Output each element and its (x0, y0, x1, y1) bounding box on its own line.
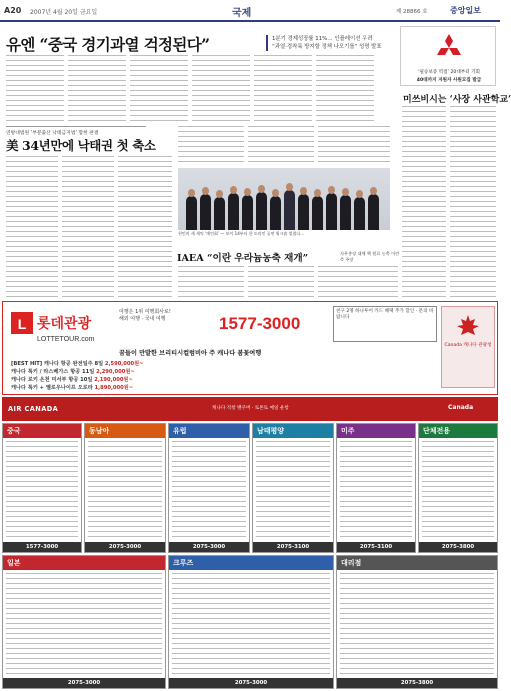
tour-tile-body (256, 441, 330, 539)
lotte-brand-text: 롯데관광 (37, 316, 92, 332)
body-column (318, 126, 390, 164)
air-canada-tagline: 캐나다 직항 밴쿠버 · 토론토 매일 운항 (212, 406, 289, 411)
tour-tile[interactable] (418, 423, 498, 553)
air-canada-right-text: Canada (448, 404, 474, 411)
lotte-tagline-line: 해외 여행 · 국내 여행 (119, 316, 166, 322)
tour-tile[interactable] (84, 423, 166, 553)
body-column (450, 106, 496, 298)
promo-price: 2,290,000원~ (96, 369, 135, 375)
person (312, 196, 323, 230)
promo-title: 꿈들이 만발한 브리티시컬럼비아 주 캐나다 봄꽃여행 (119, 350, 262, 357)
tour-tile-body (6, 573, 162, 675)
body-column (178, 266, 244, 298)
deck-line: “과열·경착륙 방지할 정책 나오기를” 성명 발표 (272, 44, 382, 50)
page-number: A20 (4, 6, 22, 15)
body-column (118, 156, 172, 298)
tour-tile-body (172, 573, 330, 675)
photo-caption: 천민의 새 새억 ‘예언회’ — 보이 14부터 한 도라인 공연 워크숍 열렸다… (178, 231, 305, 236)
tour-tile-title: 중국 (3, 424, 81, 438)
tour-tile-title: 일본 (3, 556, 165, 570)
tour-tile-phone[interactable]: 2075-3800 (337, 678, 497, 688)
headline-china-overheat: 유엔 “중국 경기과열 걱정된다” (6, 35, 210, 54)
deck-line: 1분기 경제성장률 11%… 인플레이션 우려 (272, 36, 373, 42)
body-column (318, 266, 398, 298)
person (368, 194, 379, 230)
canada-tag-text: Canada 캐나다 관광청 (444, 343, 492, 348)
promo-row[interactable] (11, 368, 333, 375)
promo-price: 2,590,000원~ (104, 361, 144, 367)
tour-tile-phone[interactable]: 2075-3000 (85, 542, 165, 552)
lotte-tour-logo-icon (9, 308, 113, 348)
tour-tile[interactable] (2, 555, 166, 689)
person (354, 197, 365, 230)
tour-tile-phone[interactable]: 2075-3000 (3, 678, 165, 688)
body-column (402, 106, 446, 298)
person (298, 194, 309, 230)
body-column (192, 55, 250, 121)
tour-tile[interactable] (168, 423, 250, 553)
kicker-abortion: 연방대법원 ‘부분출산 낙태금지법’ 합헌 판결 (6, 126, 146, 136)
tour-tile-phone[interactable]: 2075-3800 (419, 542, 497, 552)
headline-abortion: 美 34년만에 낙태권 첫 축소 (6, 138, 156, 153)
issue-date: 2007년 4월 20일 금요일 (30, 9, 98, 16)
promo-price: 1,890,000원~ (94, 385, 134, 391)
tour-tile-phone[interactable]: 2075-3000 (169, 542, 249, 552)
person (242, 195, 253, 230)
tour-tile[interactable] (252, 423, 334, 553)
tour-tile-phone[interactable]: 2075-3000 (169, 678, 333, 688)
promo-label: 캐나다 로키 온천 미서부 항공 10일 (11, 377, 93, 383)
promo-label: 캐나다 록키 / 라스베가스 항공 11일 (11, 369, 95, 375)
tour-tile-phone[interactable]: 2075-3100 (253, 542, 333, 552)
body-column (316, 55, 374, 121)
tour-tile[interactable] (336, 423, 416, 553)
maple-leaf-icon (455, 313, 481, 339)
body-column (178, 126, 244, 164)
tour-tile[interactable] (336, 555, 498, 689)
air-canada-logo: AIR CANADA (8, 405, 59, 413)
body-column (248, 266, 314, 298)
section-title: 국제 (232, 8, 252, 19)
body-column (254, 55, 312, 121)
svg-text:L: L (17, 316, 27, 332)
tour-ad-grid (2, 423, 498, 689)
tour-tile-title: 크루즈 (169, 556, 333, 570)
body-column (130, 55, 188, 121)
body-column (6, 55, 64, 121)
canada-tourism-tag (441, 306, 495, 388)
lotte-mini-box: 친구 2명 하나투어 카드 혜택 추가 할인 · 문의 바랍니다 (333, 306, 437, 342)
tour-tile-body (422, 441, 494, 539)
tour-tile[interactable] (2, 423, 82, 553)
headline-iaea: IAEA “이란 우라늄농축 재개” (177, 253, 309, 264)
tour-tile-title: 미주 (337, 424, 415, 438)
person (200, 194, 211, 230)
person (340, 195, 351, 230)
body-column (6, 156, 58, 298)
ad-mitsubishi-line: ‘필승보증 역점’ 20대부터 기회 (418, 70, 480, 75)
lotte-tagline-line: 여행은 1위 여행회사로! (119, 309, 171, 315)
paper-name: 중앙일보 (450, 6, 481, 15)
subhead-iaea: 사무총장 대체 핵 원료 농축 이란 측 주장 (340, 251, 400, 262)
promo-row[interactable] (11, 384, 333, 391)
ad-lotte-tour[interactable] (2, 301, 498, 395)
lotte-tagline (119, 309, 171, 323)
tour-tile-phone[interactable]: 1577-3000 (3, 542, 81, 552)
lotte-site-text: LOTTETOUR.com (37, 336, 95, 343)
body-column (62, 156, 114, 298)
tour-tile-phone[interactable]: 2075-3100 (337, 542, 415, 552)
body-column (248, 126, 314, 164)
person (228, 193, 239, 230)
tour-tile-title: 유럽 (169, 424, 249, 438)
tour-tile-body (6, 441, 78, 539)
tour-tile-title: 대리점 (337, 556, 497, 570)
tour-tile-title: 동남아 (85, 424, 165, 438)
masthead (0, 0, 500, 22)
promo-label: 캐나다 록키 + 옐로우나이프 오로라 (11, 385, 93, 391)
headline-mitsubishi: 미쓰비시는 ‘사장 사관학교’ (403, 95, 511, 105)
person (256, 192, 267, 230)
ad-air-canada[interactable] (2, 397, 498, 421)
promo-row[interactable] (11, 360, 333, 367)
tour-tile-body (172, 441, 246, 539)
person (284, 190, 295, 230)
person (214, 197, 225, 230)
promo-label: [BEST HIT] 캐나다 항공 완전일주 8일 (11, 361, 104, 367)
tour-tile-body (88, 441, 162, 539)
ad-mitsubishi-line: 40대까지 지원자 사원모집 발급 (416, 78, 482, 83)
ad-mitsubishi (400, 26, 496, 86)
person (186, 196, 197, 230)
promo-row[interactable] (11, 376, 333, 383)
deck-china-overheat (266, 35, 396, 51)
promo-price: 2,190,000원~ (94, 377, 133, 383)
body-column (68, 55, 126, 121)
mitsubishi-logo-icon (429, 33, 469, 63)
tour-tile[interactable] (168, 555, 334, 689)
tour-tile-body (340, 573, 494, 675)
tour-tile-title: 남태평양 (253, 424, 333, 438)
tour-tile-title: 단체전용 (419, 424, 497, 438)
lotte-phone-number[interactable]: 1577-3000 (219, 314, 301, 333)
person (326, 193, 337, 230)
tour-tile-body (340, 441, 412, 539)
choir-photo (178, 168, 390, 230)
person (270, 196, 281, 230)
issue-number: 제 28866 호 (396, 9, 428, 15)
